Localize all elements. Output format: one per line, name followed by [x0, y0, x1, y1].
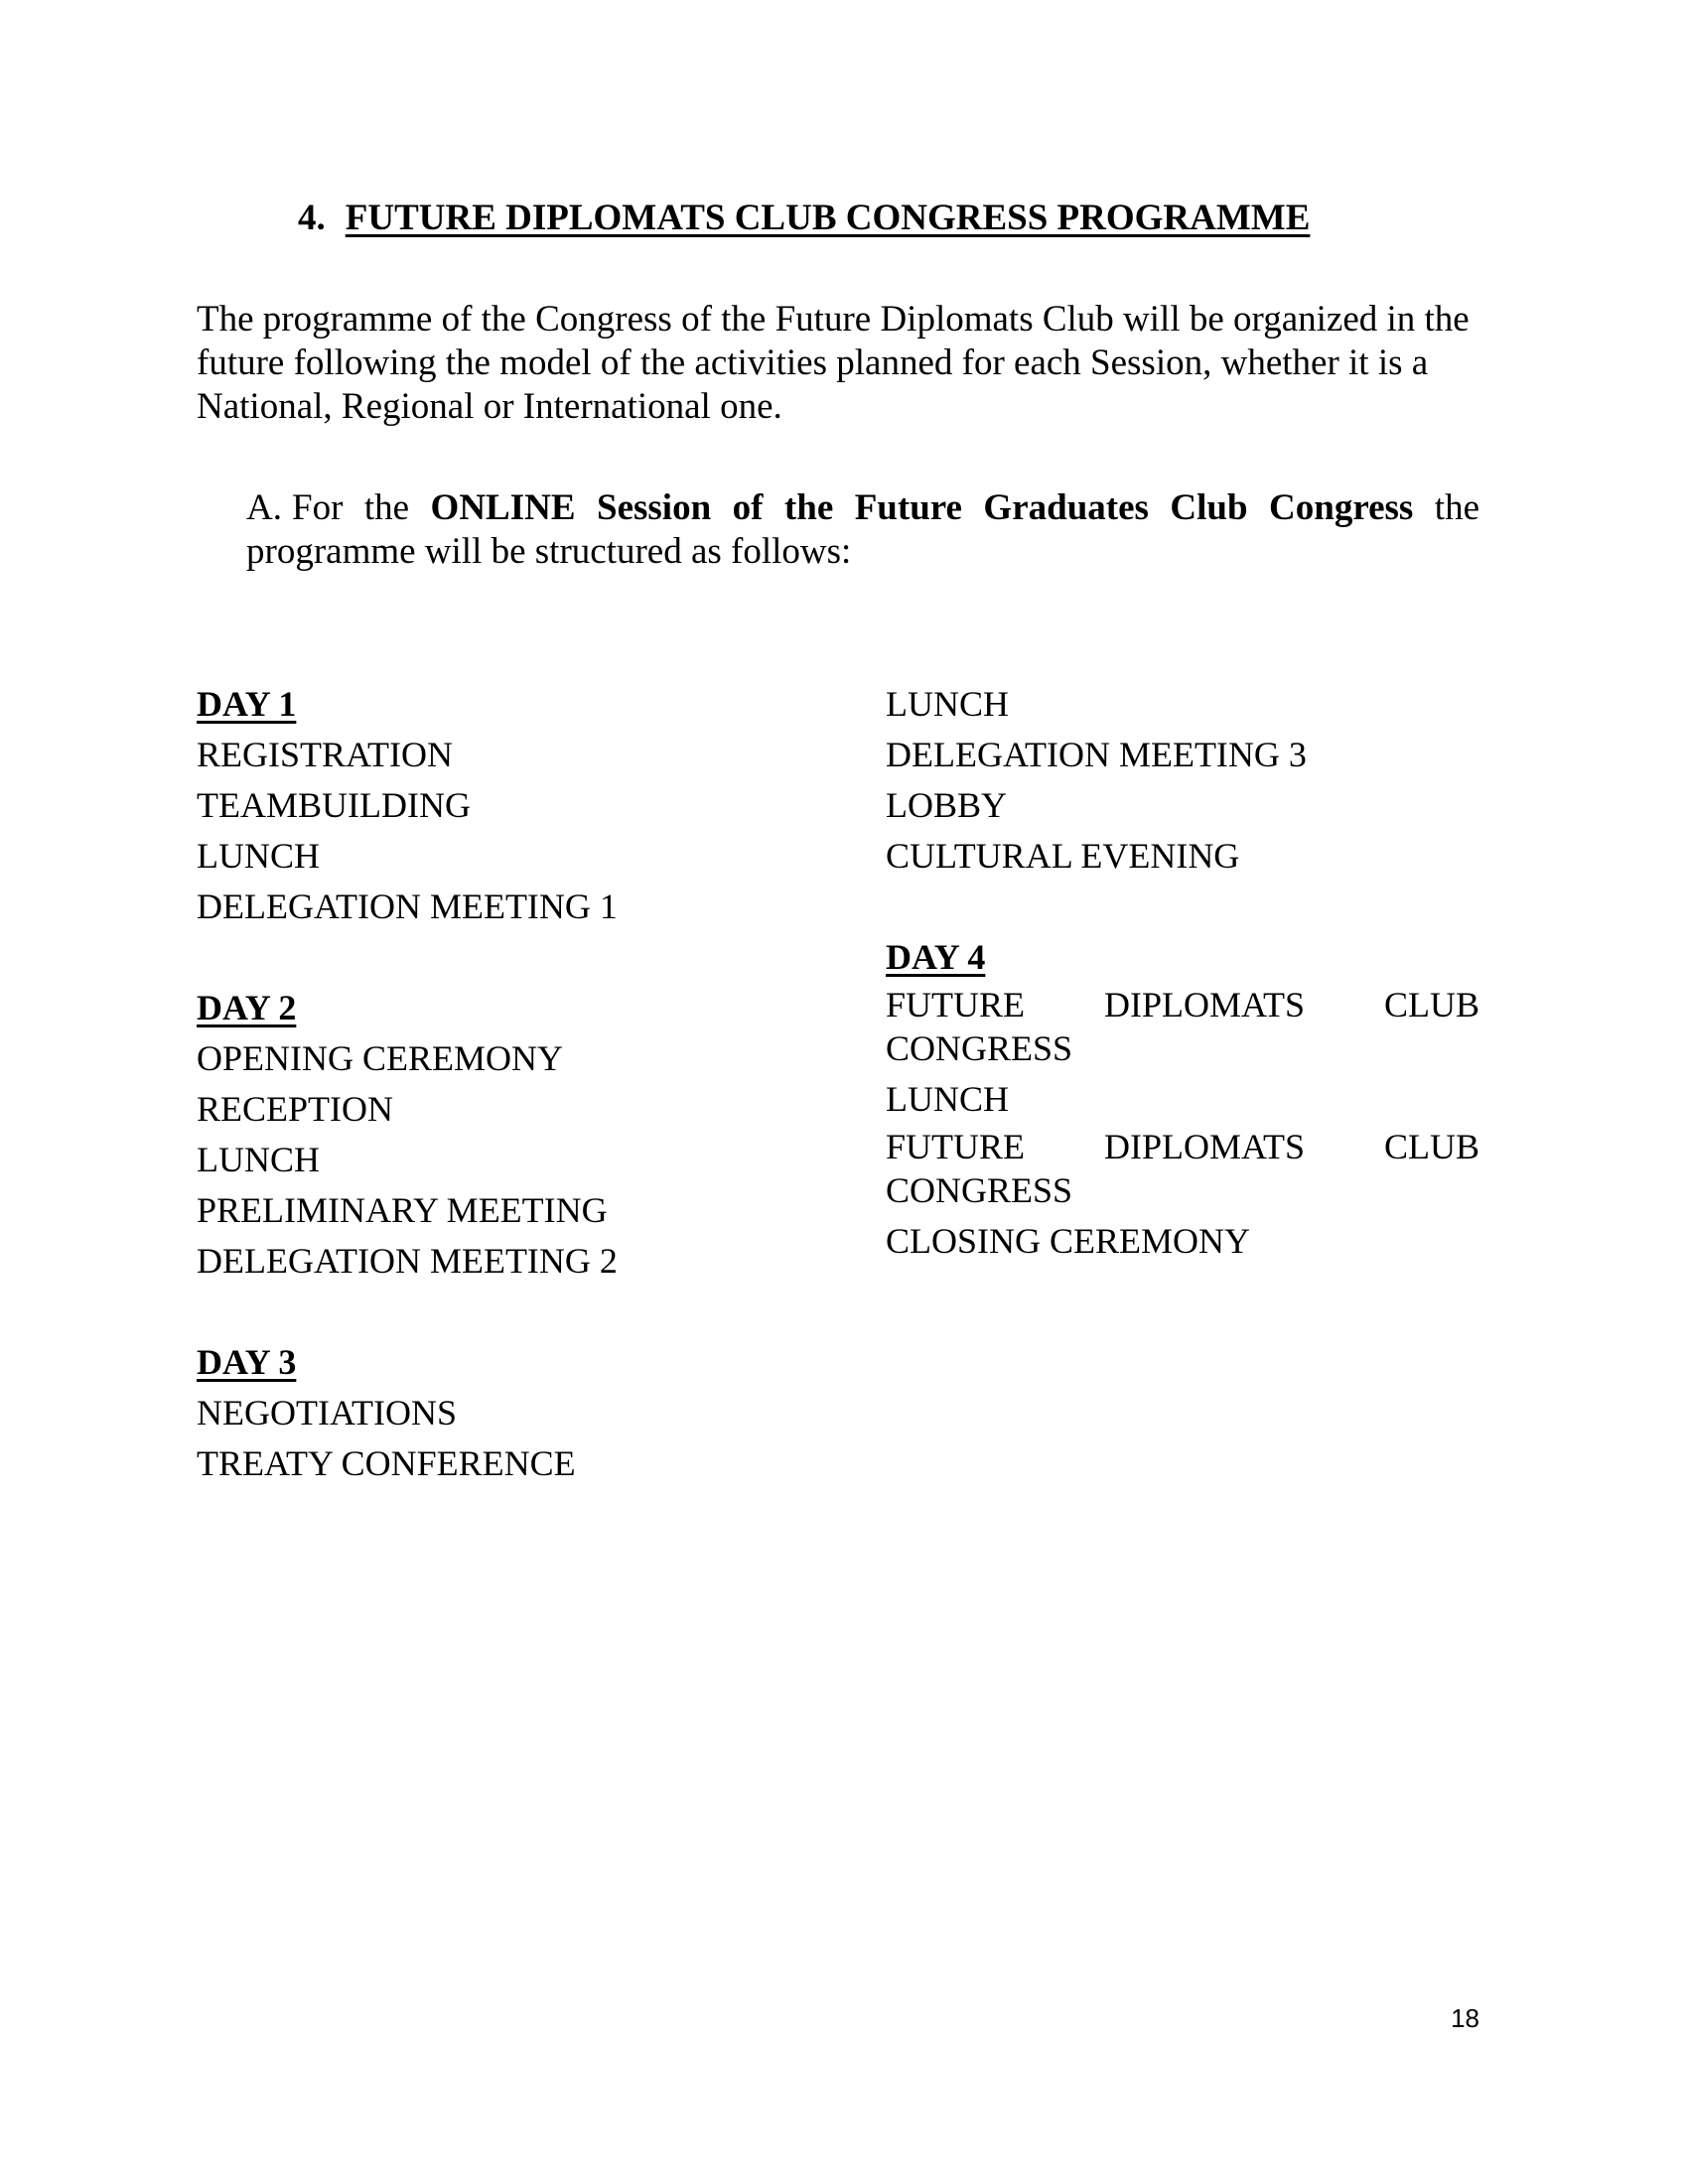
day-3-item: LUNCH [886, 684, 1009, 724]
page-number: 18 [1451, 2003, 1479, 2033]
subsection-a [246, 486, 1479, 574]
day-1-item: TEAMBUILDING [197, 785, 471, 825]
subsection-suffix: the programme will be structured as follows: [246, 487, 1479, 572]
section-title: FUTURE DIPLOMATS CLUB CONGRESS PROGRAMME [345, 198, 1311, 238]
day-3-item: CULTURAL EVENING [886, 836, 1240, 876]
day-3-item: LOBBY [886, 785, 1008, 825]
day-2-item: PRELIMINARY MEETING [197, 1190, 608, 1230]
day-4-item: FUTURE DIPLOMATS CLUB CONGRESS [886, 1127, 1479, 1210]
day-1-item: REGISTRATION [197, 735, 453, 774]
intro-paragraph: The programme of the Congress of the Future Diplomats Club will be organized in the future following the model of the activities planned for each Session, whether it is a National, Regional or International one. [197, 299, 1470, 427]
day-1-item: LUNCH [197, 836, 320, 876]
subsection-bold: ONLINE Session of the Future Graduates Club Congress [430, 487, 1414, 528]
day-4-item: CLOSING CEREMONY [886, 1221, 1251, 1261]
programme-right-column [886, 679, 1479, 1267]
day-4-item: FUTURE DIPLOMATS CLUB CONGRESS [886, 985, 1479, 1068]
programme-left-column [197, 679, 753, 1489]
day-2-item: RECEPTION [197, 1089, 393, 1129]
day-3-item: DELEGATION MEETING 3 [886, 735, 1307, 774]
section-number: 4. [298, 198, 326, 238]
day-3-item: NEGOTIATIONS [197, 1393, 457, 1433]
day-1-item: DELEGATION MEETING 1 [197, 887, 618, 926]
day-3-item: TREATY CONFERENCE [197, 1443, 576, 1483]
day-2-item: DELEGATION MEETING 2 [197, 1241, 618, 1281]
day-2-label: DAY 2 [197, 988, 297, 1027]
day-4-label: DAY 4 [886, 937, 986, 977]
day-2-item: OPENING CEREMONY [197, 1038, 563, 1078]
day-4-item: LUNCH [886, 1079, 1009, 1119]
subsection-prefix: For the [292, 487, 431, 528]
day-3-label: DAY 3 [197, 1342, 297, 1382]
day-2-item: LUNCH [197, 1140, 320, 1179]
section-heading [298, 197, 1310, 239]
day-1-label: DAY 1 [197, 684, 297, 724]
subsection-letter: A. [246, 487, 282, 528]
